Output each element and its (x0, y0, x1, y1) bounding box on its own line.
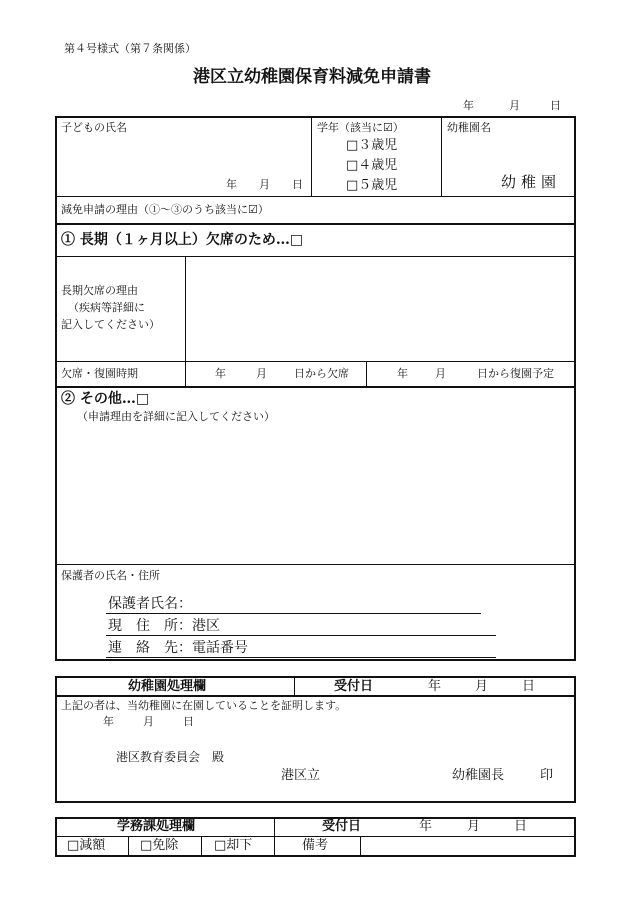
absence-day: 日から欠席 (294, 367, 349, 380)
absence-period-label: 欠席・復園時期 (61, 367, 138, 380)
divider (366, 362, 367, 387)
divider (360, 837, 361, 856)
date-day: 日 (550, 99, 561, 112)
divider (56, 256, 575, 257)
kindergarten-received-label: 受付日 (334, 679, 374, 694)
return-year: 年 (397, 367, 408, 380)
kindergarten-received-day: 日 (522, 679, 536, 694)
divider (56, 196, 575, 197)
absence-reason-label-3: 記入してください） (61, 318, 160, 331)
option-reject[interactable]: □却下 (214, 838, 253, 853)
return-day: 日から復園予定 (477, 367, 554, 380)
divider (56, 695, 575, 697)
kindergarten-suffix: 幼稚園 (501, 173, 562, 191)
divider (56, 361, 575, 362)
seal-mark: 印 (540, 768, 554, 783)
ward-label: 港区立 (281, 768, 321, 783)
remarks-label: 備考 (302, 838, 329, 853)
divider (56, 223, 575, 225)
date-month: 月 (509, 99, 520, 112)
school-affairs-received-label: 受付日 (322, 819, 362, 834)
birth-day: 日 (292, 178, 303, 191)
child-name-label: 子どもの氏名 (61, 121, 127, 134)
birth-month: 月 (259, 178, 270, 191)
divider (56, 564, 575, 565)
date-year: 年 (463, 99, 474, 112)
kindergarten-received-month: 月 (475, 679, 489, 694)
other-reason-field[interactable] (62, 430, 572, 560)
addressee: 港区教育委員会 殿 (116, 750, 225, 764)
divider (185, 257, 186, 387)
guardian-address-line[interactable] (106, 635, 496, 636)
child-name-field[interactable] (62, 136, 308, 176)
divider (56, 386, 575, 388)
school-affairs-received-day: 日 (514, 819, 528, 834)
grade-label: 学年（該当に☑） (317, 121, 404, 134)
divider (311, 117, 312, 196)
absence-reason-label-2: （疾病等詳細に (68, 301, 145, 314)
section1-heading: ① 長期（１ヶ月以上）欠席のため…□ (61, 232, 304, 248)
grade-option-4[interactable]: □４歳児 (346, 158, 398, 173)
option-reduce[interactable]: □減額 (67, 838, 106, 853)
divider (441, 117, 442, 196)
guardian-label: 保護者の氏名・住所 (61, 569, 160, 582)
guardian-name-line[interactable] (106, 613, 481, 614)
form-number: 第４号様式（第７条関係） (64, 42, 196, 55)
absence-reason-label-1: 長期欠席の理由 (61, 284, 138, 297)
school-affairs-received-month: 月 (467, 819, 481, 834)
divider (274, 818, 275, 856)
section2-note: （申請理由を詳細に記入してください） (77, 410, 275, 423)
school-affairs-received-year: 年 (419, 819, 433, 834)
birth-year: 年 (226, 178, 237, 191)
guardian-address-label: 現 住 所：港区 (108, 618, 220, 634)
grade-option-3[interactable]: □３歳児 (346, 138, 398, 153)
section2-heading: ② その他…□ (61, 391, 150, 407)
absence-month: 月 (256, 367, 267, 380)
absence-year: 年 (215, 367, 226, 380)
page-title: 港区立幼稚園保育料減免申請書 (193, 67, 431, 87)
guardian-contact-label: 連 絡 先：電話番号 (108, 640, 248, 656)
certify-text: 上記の者は、当幼稚園に在園していることを証明します。 (61, 699, 347, 712)
kindergarten-box-title: 幼稚園処理欄 (128, 679, 207, 694)
cert-year: 年 (103, 715, 114, 728)
grade-option-5[interactable]: □５歳児 (346, 178, 398, 193)
cert-day: 日 (183, 715, 194, 728)
principal-label: 幼稚園長 (452, 768, 505, 783)
guardian-contact-line[interactable] (106, 657, 496, 658)
kindergarten-name-label: 幼稚園名 (447, 121, 491, 134)
school-affairs-title: 学務課処理欄 (117, 819, 196, 834)
return-month: 月 (435, 367, 446, 380)
divider (201, 837, 202, 856)
divider (128, 837, 129, 856)
cert-month: 月 (143, 715, 154, 728)
remarks-field[interactable] (363, 838, 573, 855)
kindergarten-received-year: 年 (428, 679, 442, 694)
divider (294, 677, 295, 695)
absence-reason-field[interactable] (188, 260, 572, 358)
reason-label: 減免申請の理由（①～③のうち該当に☑） (61, 203, 269, 216)
divider (56, 836, 575, 837)
option-exempt[interactable]: □免除 (140, 838, 179, 853)
guardian-name-label: 保護者氏名： (108, 596, 192, 612)
